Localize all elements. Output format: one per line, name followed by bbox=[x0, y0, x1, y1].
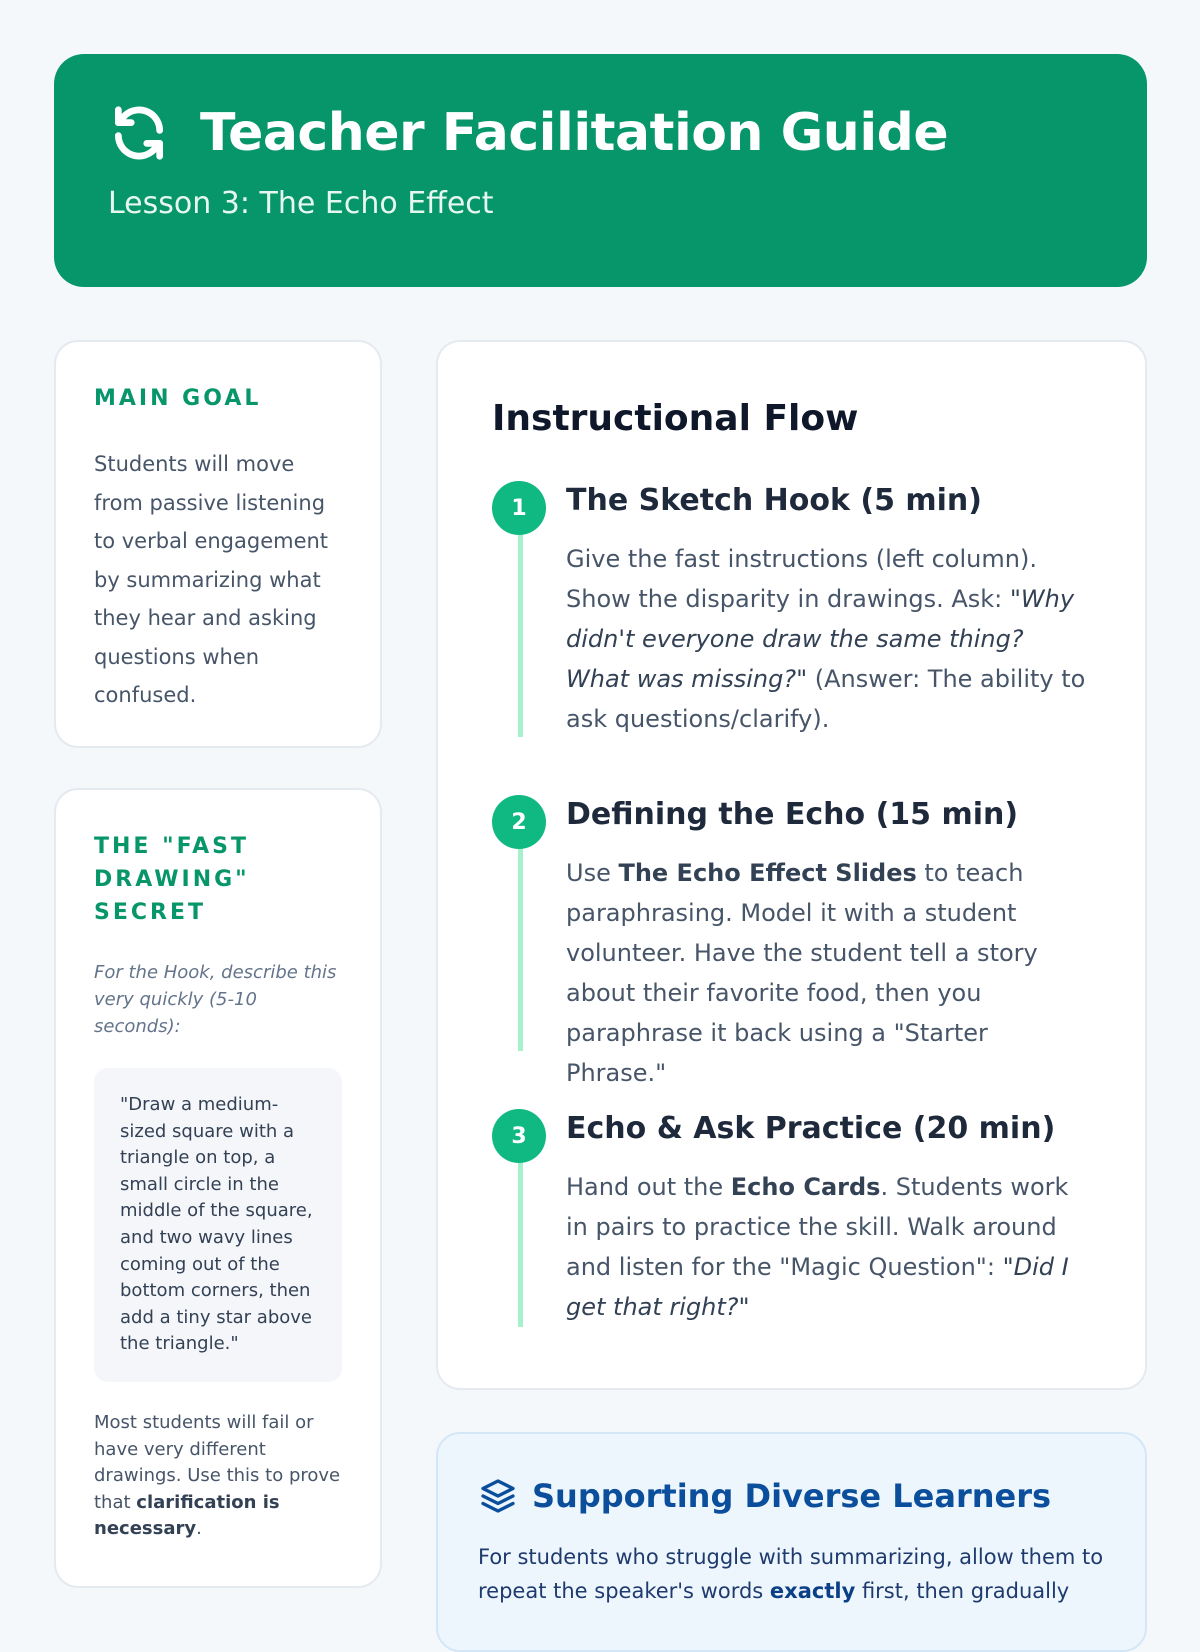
flow-step bbox=[492, 1109, 1091, 1339]
refresh-icon bbox=[108, 102, 170, 164]
flow-step bbox=[492, 795, 1091, 1109]
flow-title: Instructional Flow bbox=[492, 398, 859, 439]
step-number-badge: 2 bbox=[492, 795, 546, 849]
flow-steps bbox=[492, 481, 1091, 1339]
main-goal-card bbox=[54, 340, 382, 748]
step-connector-line bbox=[518, 1139, 523, 1327]
step-number-badge: 3 bbox=[492, 1109, 546, 1163]
main-goal-heading: MAIN GOAL bbox=[94, 386, 262, 411]
supporting-learners-card bbox=[436, 1432, 1147, 1652]
step-connector-line bbox=[518, 511, 523, 737]
secret-note-emphasis: clarification is necessary bbox=[94, 1491, 280, 1540]
secret-intro: For the Hook, describe this very quickly (5-10 seconds): bbox=[94, 962, 337, 1037]
page-title: Teacher Facilitation Guide bbox=[200, 103, 949, 163]
fast-drawing-secret-card bbox=[54, 788, 382, 1588]
secret-note: Most students will fail or have very different drawings. Use this to prove that clarification is necessary. bbox=[94, 1411, 341, 1540]
step-description: Give the fast instructions (left column). Show the disparity in drawings. Ask: "Why didn't everyone draw the same thing? What was missing?" (Answer: The ability to ask questions/clarify). bbox=[566, 545, 1086, 733]
lesson-subtitle: Lesson 3: The Echo Effect bbox=[108, 186, 494, 221]
secret-heading: THE "FAST DRAWING" SECRET bbox=[94, 834, 250, 925]
main-goal-text: Students will move from passive listening to verbal engagement by summarizing what they hear and asking questions when confused. bbox=[94, 452, 329, 707]
support-text: For students who struggle with summarizing, allow them to repeat the speaker's words exactly first, then gradually bbox=[478, 1545, 1104, 1603]
support-title: Supporting Diverse Learners bbox=[532, 1477, 1052, 1515]
layers-icon bbox=[478, 1476, 518, 1516]
step-title: Echo & Ask Practice (20 min) bbox=[566, 1111, 1056, 1146]
instructional-flow-card bbox=[436, 340, 1147, 1390]
step-connector-line bbox=[518, 825, 523, 1051]
step-number-badge: 1 bbox=[492, 481, 546, 535]
flow-step bbox=[492, 481, 1091, 795]
step-description: Use The Echo Effect Slides to teach paraphrasing. Model it with a student volunteer. Have the student tell a story about their favorite food, then you paraphrase it back using a "Starter Phrase." bbox=[566, 859, 1038, 1087]
step-description: Hand out the Echo Cards. Students work in pairs to practice the skill. Walk around and listen for the "Magic Question": "Did I get that right?" bbox=[566, 1173, 1069, 1321]
step-title: Defining the Echo (15 min) bbox=[566, 797, 1019, 832]
drawing-instructions-quote: "Draw a medium-sized square with a triangle on top, a small circle in the middle of the square, and two wavy lines coming out of the bottom corners, then add a tiny star above the triangle." bbox=[94, 1068, 342, 1382]
header-banner bbox=[54, 54, 1147, 287]
step-title: The Sketch Hook (5 min) bbox=[566, 483, 983, 518]
